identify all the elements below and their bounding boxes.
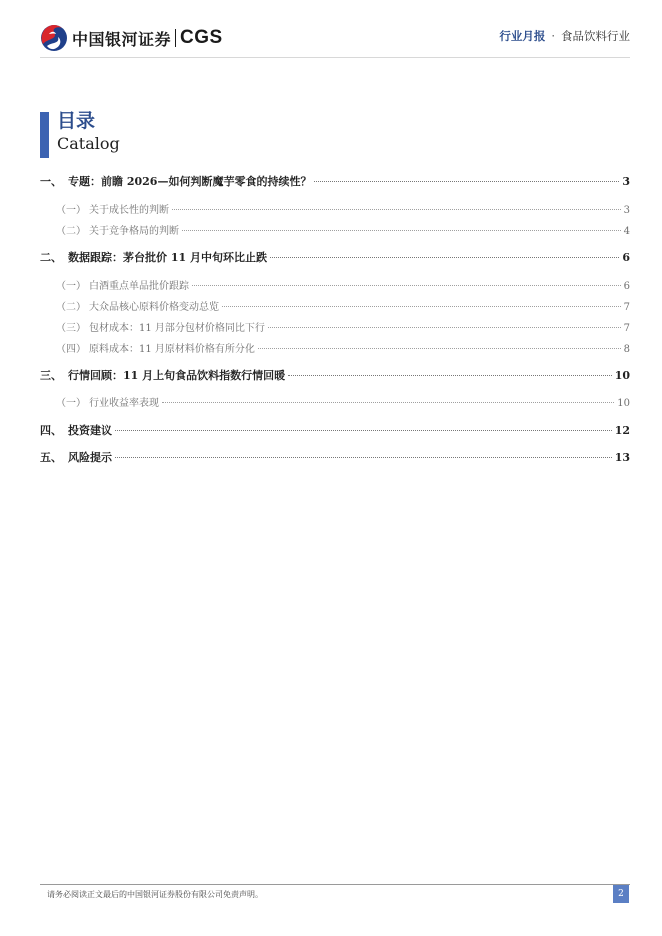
- toc-leader: [182, 230, 621, 231]
- toc-number: （一）: [56, 281, 86, 292]
- catalog-accent-bar: [40, 112, 49, 158]
- report-type: 行业月报: [499, 29, 546, 43]
- toc-title: 专题：前瞻 2026—如何判断魔芋零食的持续性？: [68, 175, 312, 188]
- toc-number: （三）: [56, 323, 86, 334]
- catalog-title: 目录: [57, 110, 96, 132]
- toc-title: 行情回顾：11 月上旬食品饮料指数行情回暖: [68, 369, 286, 382]
- toc-entry[interactable]: [40, 173, 630, 191]
- industry-name: 食品饮料行业: [561, 29, 630, 43]
- company-logo: [40, 24, 223, 52]
- toc-number: 四、: [40, 424, 62, 437]
- toc-number: 五、: [40, 451, 62, 464]
- toc-number: （一）: [56, 205, 86, 216]
- toc-leader: [270, 257, 619, 258]
- toc-number: （一）: [56, 398, 86, 409]
- toc-page: 10: [614, 369, 630, 382]
- toc-entry[interactable]: [40, 298, 630, 316]
- page-header: [0, 0, 662, 60]
- toc-leader: [115, 457, 612, 458]
- toc-title: 大众品核心原料价格变动总览: [89, 302, 219, 313]
- toc-page: 4: [623, 226, 630, 237]
- toc-leader: [258, 348, 621, 349]
- toc-entry[interactable]: [40, 367, 630, 385]
- toc-entry[interactable]: [40, 422, 630, 440]
- footer-divider: [40, 884, 630, 885]
- toc-leader: [172, 209, 621, 210]
- logo-chinese-text: 中国银河证券: [72, 29, 172, 49]
- toc-title: 投资建议: [68, 424, 112, 437]
- toc-leader: [314, 181, 619, 182]
- toc-title: 关于成长性的判断: [89, 205, 169, 216]
- toc-leader: [115, 430, 612, 431]
- header-separator: ·: [551, 29, 555, 43]
- toc-page: 6: [622, 251, 630, 264]
- toc-entry[interactable]: [40, 201, 630, 219]
- toc-title: 关于竞争格局的判断: [89, 226, 179, 237]
- toc-number: 三、: [40, 369, 62, 382]
- toc-leader: [162, 402, 614, 403]
- logo-divider: [175, 29, 176, 47]
- report-info: [499, 28, 630, 44]
- toc-page: 12: [614, 424, 630, 437]
- toc-number: 二、: [40, 251, 62, 264]
- toc-number: （四）: [56, 344, 86, 355]
- toc-title: 数据跟踪：茅台批价 11 月中旬环比止跌: [68, 251, 267, 264]
- footer-disclaimer: 请务必阅读正文最后的中国银河证券股份有限公司免责声明。: [47, 890, 263, 899]
- toc-title: 白酒重点单品批价跟踪: [89, 281, 189, 292]
- page-number: 2: [613, 885, 629, 903]
- logo-english-text: CGS: [180, 27, 223, 48]
- toc-page: 8: [623, 344, 630, 355]
- toc-entry[interactable]: [40, 394, 630, 412]
- toc-entry[interactable]: [40, 249, 630, 267]
- toc-page: 10: [617, 398, 630, 409]
- toc-page: 3: [622, 175, 630, 188]
- toc-number: （二）: [56, 226, 86, 237]
- toc-page: 13: [614, 451, 630, 464]
- toc-page: 6: [623, 281, 630, 292]
- toc-entry[interactable]: [40, 449, 630, 467]
- toc-entry[interactable]: [40, 319, 630, 337]
- toc-leader: [288, 375, 612, 376]
- toc-entry[interactable]: [40, 277, 630, 295]
- toc-number: （二）: [56, 302, 86, 313]
- galaxy-logo-icon: [40, 24, 68, 52]
- toc-leader: [222, 306, 621, 307]
- toc-title: 风险提示: [68, 451, 112, 464]
- toc-title: 包材成本：11 月部分包材价格同比下行: [89, 323, 265, 334]
- toc-leader: [192, 285, 621, 286]
- toc-page: 3: [623, 205, 630, 216]
- header-divider: [40, 57, 630, 58]
- catalog-subtitle: Catalog: [57, 134, 120, 153]
- toc-entry[interactable]: [40, 222, 630, 240]
- toc-leader: [268, 327, 621, 328]
- toc-title: 行业收益率表现: [89, 398, 159, 409]
- toc-page: 7: [623, 323, 630, 334]
- toc-entry[interactable]: [40, 340, 630, 358]
- toc-title: 原料成本：11 月原材料价格有所分化: [89, 344, 255, 355]
- toc-number: 一、: [40, 175, 62, 188]
- toc-page: 7: [623, 302, 630, 313]
